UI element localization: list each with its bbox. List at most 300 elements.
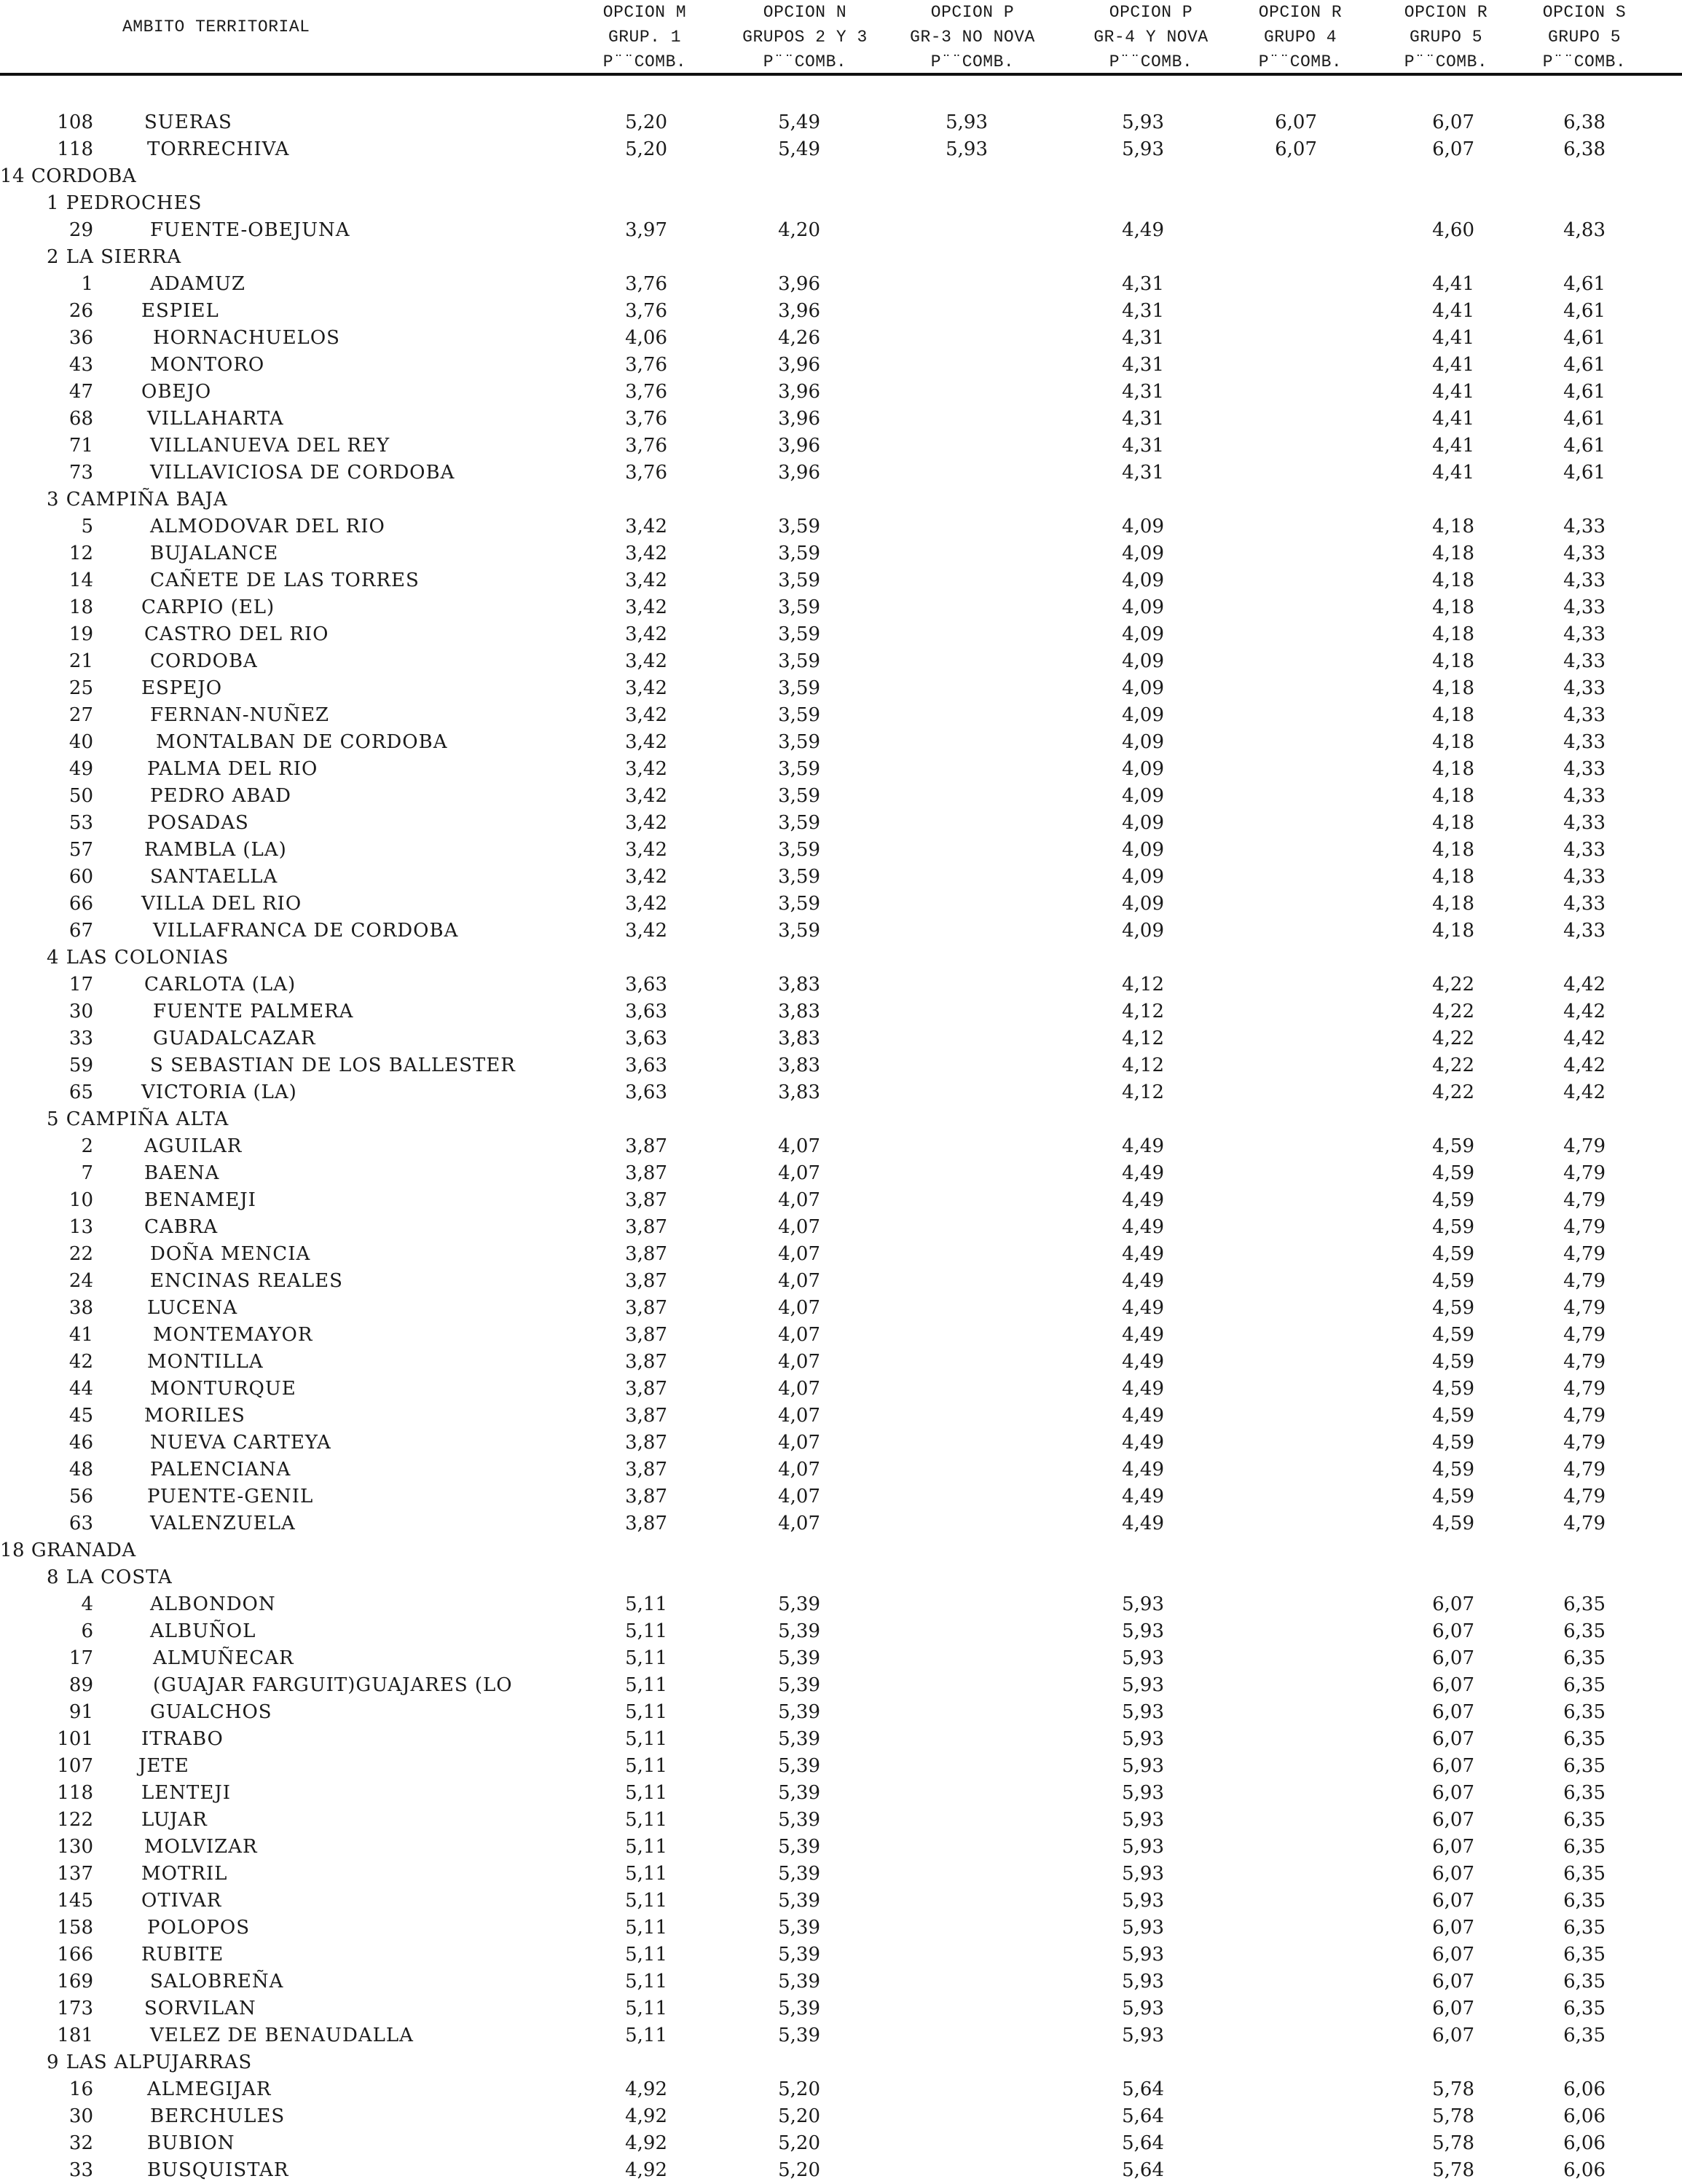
value-cell: 6,35	[1563, 1755, 1606, 1777]
value-cell: 5,64	[1122, 2159, 1164, 2181]
value-cell: 6,07	[1432, 1863, 1474, 1885]
province-row	[0, 1537, 1682, 1564]
municipality-name: SORVILAN	[144, 1998, 256, 2019]
table-row	[0, 2076, 1682, 2103]
value-cell: 3,59	[778, 569, 820, 591]
value-cell: 4,59	[1432, 1270, 1474, 1292]
municipality-code: 30	[68, 1001, 93, 1022]
value-cell: 4,18	[1432, 704, 1474, 726]
municipality-code: 30	[68, 2105, 93, 2127]
comarca-label: 2 LA SIERRA	[47, 246, 182, 268]
value-cell: 4,41	[1432, 408, 1474, 430]
municipality-name: CORDOBA	[150, 650, 258, 672]
value-cell: 4,18	[1432, 758, 1474, 780]
municipality-code: 122	[57, 1809, 93, 1831]
table-body	[0, 109, 1682, 2184]
value-cell: 5,11	[625, 1782, 667, 1804]
table-row	[0, 837, 1682, 864]
value-cell: 3,42	[625, 839, 667, 861]
value-cell: 3,42	[625, 650, 667, 672]
value-cell: 4,22	[1432, 974, 1474, 996]
value-cell: 6,07	[1432, 1701, 1474, 1723]
value-cell: 3,42	[625, 677, 667, 699]
municipality-name: OBEJO	[141, 381, 212, 403]
municipality-name: ALBONDON	[150, 1593, 276, 1615]
value-cell: 3,59	[778, 543, 820, 564]
table-row	[0, 136, 1682, 163]
value-cell: 3,96	[778, 435, 820, 457]
table-row	[0, 1591, 1682, 1618]
municipality-code: 45	[68, 1405, 93, 1427]
value-cell: 5,93	[1122, 1809, 1164, 1831]
value-cell: 5,11	[625, 1917, 667, 1939]
table-row	[0, 433, 1682, 460]
municipality-code: 169	[57, 1971, 93, 1992]
value-cell: 6,35	[1563, 1728, 1606, 1750]
municipality-name: PALMA DEL RIO	[147, 758, 318, 780]
value-cell: 4,07	[778, 1378, 820, 1400]
table-row	[0, 217, 1682, 244]
municipality-name: VILLANUEVA DEL REY	[150, 435, 390, 457]
table-row	[0, 1941, 1682, 1968]
value-cell: 4,09	[1122, 677, 1164, 699]
value-cell: 6,07	[1432, 1971, 1474, 1992]
table-row	[0, 1025, 1682, 1052]
table-row	[0, 1807, 1682, 1834]
municipality-name: S SEBASTIAN DE LOS BALLESTER	[150, 1054, 516, 1076]
value-cell: 3,63	[625, 1054, 667, 1076]
municipality-code: 26	[68, 300, 93, 322]
table-row	[0, 1672, 1682, 1699]
value-cell: 4,07	[778, 1162, 820, 1184]
header-ambito: AMBITO TERRITORIAL	[122, 17, 310, 36]
municipality-name: HORNACHUELOS	[153, 327, 340, 349]
value-cell: 5,93	[1122, 1782, 1164, 1804]
value-cell: 4,49	[1122, 1486, 1164, 1507]
value-cell: 3,59	[778, 839, 820, 861]
value-cell: 4,79	[1563, 1162, 1606, 1184]
municipality-name: PALENCIANA	[150, 1459, 291, 1481]
value-cell: 3,59	[778, 623, 820, 645]
municipality-name: PUENTE-GENIL	[147, 1486, 314, 1507]
municipality-code: 73	[68, 462, 93, 484]
value-cell: 6,07	[1432, 1944, 1474, 1966]
value-cell: 4,33	[1563, 758, 1606, 780]
value-cell: 4,33	[1563, 677, 1606, 699]
table-row	[0, 1618, 1682, 1645]
table-row	[0, 621, 1682, 648]
value-cell: 3,59	[778, 812, 820, 834]
value-cell: 4,33	[1563, 812, 1606, 834]
municipality-code: 13	[68, 1216, 93, 1238]
value-cell: 5,39	[778, 1944, 820, 1966]
value-cell: 5,64	[1122, 2132, 1164, 2154]
header-col-r-g5: OPCION R GRUPO 5 P¨¨COMB.	[1404, 3, 1488, 71]
value-cell: 3,76	[625, 354, 667, 376]
value-cell: 6,35	[1563, 1647, 1606, 1669]
value-cell: 3,87	[625, 1459, 667, 1481]
municipality-code: 33	[68, 2159, 93, 2181]
municipality-code: 89	[68, 1674, 93, 1696]
value-cell: 3,42	[625, 516, 667, 537]
municipality-name: VICTORIA (LA)	[141, 1081, 297, 1103]
value-cell: 6,35	[1563, 1998, 1606, 2019]
value-cell: 3,42	[625, 758, 667, 780]
value-cell: 3,63	[625, 1001, 667, 1022]
table-row	[0, 1214, 1682, 1241]
municipality-code: 42	[68, 1351, 93, 1373]
value-cell: 4,07	[778, 1405, 820, 1427]
value-cell: 4,61	[1563, 381, 1606, 403]
comarca-row	[0, 2049, 1682, 2076]
value-cell: 4,18	[1432, 677, 1474, 699]
value-cell: 6,07	[1432, 1728, 1474, 1750]
table-row	[0, 1133, 1682, 1160]
table-row	[0, 109, 1682, 136]
value-cell: 6,38	[1563, 138, 1606, 160]
comarca-row	[0, 190, 1682, 217]
value-cell: 5,11	[625, 1701, 667, 1723]
table-row	[0, 1376, 1682, 1403]
value-cell: 4,31	[1122, 462, 1164, 484]
value-cell: 4,79	[1563, 1378, 1606, 1400]
table-row	[0, 1160, 1682, 1187]
value-cell: 4,31	[1122, 435, 1164, 457]
value-cell: 6,06	[1563, 2132, 1606, 2154]
municipality-name: VILLAHARTA	[147, 408, 284, 430]
value-cell: 4,18	[1432, 812, 1474, 834]
value-cell: 5,11	[625, 2025, 667, 2046]
header-col-r-g4: OPCION R GRUPO 4 P¨¨COMB.	[1258, 3, 1343, 71]
value-cell: 4,49	[1122, 1378, 1164, 1400]
municipality-name: MONTILLA	[147, 1351, 264, 1373]
value-cell: 5,93	[1122, 1728, 1164, 1750]
value-cell: 4,18	[1432, 839, 1474, 861]
value-cell: 4,41	[1432, 300, 1474, 322]
value-cell: 5,20	[778, 2132, 820, 2154]
table-row	[0, 567, 1682, 594]
table-row	[0, 1780, 1682, 1807]
value-cell: 3,42	[625, 731, 667, 753]
value-cell: 4,79	[1563, 1135, 1606, 1157]
value-cell: 4,49	[1122, 1189, 1164, 1211]
table-row	[0, 1052, 1682, 1079]
table-row	[0, 1861, 1682, 1888]
value-cell: 4,07	[778, 1513, 820, 1534]
value-cell: 5,39	[778, 1890, 820, 1912]
value-cell: 5,39	[778, 1593, 820, 1615]
table-row	[0, 891, 1682, 918]
municipality-code: 21	[68, 650, 93, 672]
value-cell: 4,09	[1122, 623, 1164, 645]
value-cell: 5,11	[625, 1809, 667, 1831]
municipality-code: 12	[68, 543, 93, 564]
value-cell: 4,07	[778, 1216, 820, 1238]
value-cell: 5,78	[1432, 2078, 1474, 2100]
table-row	[0, 406, 1682, 433]
value-cell: 4,92	[625, 2132, 667, 2154]
municipality-code: 5	[81, 516, 93, 537]
value-cell: 5,39	[778, 1809, 820, 1831]
value-cell: 4,33	[1563, 920, 1606, 942]
municipality-code: 33	[68, 1028, 93, 1049]
value-cell: 4,12	[1122, 974, 1164, 996]
value-cell: 3,42	[625, 543, 667, 564]
value-cell: 6,07	[1432, 1674, 1474, 1696]
value-cell: 3,87	[625, 1297, 667, 1319]
value-cell: 4,31	[1122, 354, 1164, 376]
municipality-code: 101	[57, 1728, 93, 1750]
value-cell: 4,26	[778, 327, 820, 349]
value-cell: 4,79	[1563, 1459, 1606, 1481]
value-cell: 5,39	[778, 1647, 820, 1669]
value-cell: 3,76	[625, 381, 667, 403]
municipality-code: 118	[57, 138, 93, 160]
comarca-row	[0, 244, 1682, 271]
value-cell: 5,11	[625, 1755, 667, 1777]
table-row	[0, 675, 1682, 702]
municipality-name: AGUILAR	[144, 1135, 243, 1157]
value-cell: 5,93	[1122, 1890, 1164, 1912]
value-cell: 4,12	[1122, 1001, 1164, 1022]
value-cell: 4,33	[1563, 731, 1606, 753]
value-cell: 4,61	[1563, 408, 1606, 430]
value-cell: 3,59	[778, 758, 820, 780]
municipality-name: ESPIEL	[141, 300, 219, 322]
value-cell: 4,61	[1563, 300, 1606, 322]
value-cell: 5,20	[625, 138, 667, 160]
value-cell: 4,49	[1122, 1459, 1164, 1481]
value-cell: 5,11	[625, 1944, 667, 1966]
table-row	[0, 1456, 1682, 1483]
value-cell: 4,42	[1563, 1054, 1606, 1076]
value-cell: 3,87	[625, 1405, 667, 1427]
value-cell: 4,09	[1122, 569, 1164, 591]
municipality-code: 32	[68, 2132, 93, 2154]
value-cell: 4,09	[1122, 704, 1164, 726]
value-cell: 3,96	[778, 381, 820, 403]
value-cell: 6,07	[1432, 1836, 1474, 1858]
municipality-code: 137	[57, 1863, 93, 1885]
municipality-code: 22	[68, 1243, 93, 1265]
value-cell: 4,61	[1563, 435, 1606, 457]
table-row	[0, 1915, 1682, 1941]
value-cell: 4,07	[778, 1270, 820, 1292]
value-cell: 4,33	[1563, 866, 1606, 888]
header-col-p-gr3: OPCION P GR-3 NO NOVA P¨¨COMB.	[910, 3, 1035, 71]
value-cell: 4,12	[1122, 1081, 1164, 1103]
value-cell: 4,59	[1432, 1459, 1474, 1481]
comarca-row	[0, 945, 1682, 971]
value-cell: 4,49	[1122, 1297, 1164, 1319]
value-cell: 5,20	[778, 2078, 820, 2100]
municipality-name: VILLAFRANCA DE CORDOBA	[153, 920, 459, 942]
value-cell: 3,83	[778, 1054, 820, 1076]
municipality-code: 44	[68, 1378, 93, 1400]
value-cell: 3,59	[778, 596, 820, 618]
value-cell: 6,35	[1563, 1863, 1606, 1885]
table-row	[0, 1699, 1682, 1726]
value-cell: 5,93	[946, 111, 988, 133]
municipality-name: ENCINAS REALES	[150, 1270, 343, 1292]
municipality-name: CAÑETE DE LAS TORRES	[150, 569, 420, 591]
value-cell: 3,42	[625, 812, 667, 834]
municipality-code: 49	[68, 758, 93, 780]
value-cell: 4,07	[778, 1432, 820, 1454]
value-cell: 4,18	[1432, 596, 1474, 618]
value-cell: 3,83	[778, 1081, 820, 1103]
value-cell: 3,87	[625, 1270, 667, 1292]
value-cell: 5,93	[1122, 138, 1164, 160]
value-cell: 3,63	[625, 974, 667, 996]
value-cell: 4,31	[1122, 408, 1164, 430]
value-cell: 3,87	[625, 1135, 667, 1157]
value-cell: 3,59	[778, 677, 820, 699]
value-cell: 4,59	[1432, 1243, 1474, 1265]
value-cell: 4,59	[1432, 1297, 1474, 1319]
municipality-code: 63	[68, 1513, 93, 1534]
value-cell: 6,07	[1432, 1809, 1474, 1831]
table-row	[0, 2103, 1682, 2130]
value-cell: 4,59	[1432, 1135, 1474, 1157]
municipality-name: DOÑA MENCIA	[150, 1243, 311, 1265]
municipality-code: 25	[68, 677, 93, 699]
municipality-code: 67	[68, 920, 93, 942]
value-cell: 5,93	[1122, 111, 1164, 133]
value-cell: 5,93	[1122, 1836, 1164, 1858]
value-cell: 4,79	[1563, 1324, 1606, 1346]
value-cell: 4,12	[1122, 1054, 1164, 1076]
table-row	[0, 298, 1682, 325]
value-cell: 6,35	[1563, 1944, 1606, 1966]
value-cell: 4,59	[1432, 1351, 1474, 1373]
table-row	[0, 783, 1682, 810]
value-cell: 4,31	[1122, 273, 1164, 295]
comarca-row	[0, 1106, 1682, 1133]
table-row	[0, 379, 1682, 406]
municipality-name: VALENZUELA	[150, 1513, 296, 1534]
value-cell: 3,87	[625, 1351, 667, 1373]
value-cell: 6,35	[1563, 1971, 1606, 1992]
value-cell: 4,09	[1122, 731, 1164, 753]
municipality-code: 47	[68, 381, 93, 403]
value-cell: 4,59	[1432, 1378, 1474, 1400]
value-cell: 4,07	[778, 1351, 820, 1373]
table-row	[0, 702, 1682, 729]
value-cell: 3,76	[625, 435, 667, 457]
value-cell: 4,07	[778, 1486, 820, 1507]
value-cell: 3,42	[625, 866, 667, 888]
header-col-m: OPCION M GRUP. 1 P¨¨COMB.	[602, 3, 687, 71]
value-cell: 6,06	[1563, 2078, 1606, 2100]
municipality-name: ALMODOVAR DEL RIO	[150, 516, 385, 537]
value-cell: 5,93	[1122, 1701, 1164, 1723]
municipality-code: 158	[57, 1917, 93, 1939]
value-cell: 3,96	[778, 408, 820, 430]
value-cell: 5,64	[1122, 2078, 1164, 2100]
value-cell: 4,20	[778, 219, 820, 241]
value-cell: 4,59	[1432, 1432, 1474, 1454]
municipality-name: VILLA DEL RIO	[141, 893, 302, 915]
municipality-code: 71	[68, 435, 93, 457]
value-cell: 3,42	[625, 623, 667, 645]
value-cell: 4,41	[1432, 381, 1474, 403]
value-cell: 4,18	[1432, 650, 1474, 672]
value-cell: 4,33	[1563, 704, 1606, 726]
province-label: 14 CORDOBA	[0, 165, 137, 187]
municipality-name: CARPIO (EL)	[141, 596, 275, 618]
value-cell: 5,39	[778, 1836, 820, 1858]
value-cell: 4,09	[1122, 920, 1164, 942]
value-cell: 4,06	[625, 327, 667, 349]
table-row	[0, 271, 1682, 298]
value-cell: 3,83	[778, 1028, 820, 1049]
value-cell: 3,87	[625, 1162, 667, 1184]
value-cell: 5,78	[1432, 2132, 1474, 2154]
value-cell: 4,09	[1122, 866, 1164, 888]
value-cell: 4,59	[1432, 1405, 1474, 1427]
value-cell: 5,93	[1122, 1998, 1164, 2019]
municipality-name: VILLAVICIOSA DE CORDOBA	[150, 462, 455, 484]
value-cell: 5,93	[1122, 1593, 1164, 1615]
table-row	[0, 352, 1682, 379]
value-cell: 3,59	[778, 731, 820, 753]
value-cell: 4,22	[1432, 1081, 1474, 1103]
municipality-name: CABRA	[144, 1216, 219, 1238]
value-cell: 4,49	[1122, 1513, 1164, 1534]
value-cell: 4,49	[1122, 1216, 1164, 1238]
municipality-name: RUBITE	[141, 1944, 224, 1966]
municipality-name: FERNAN-NUÑEZ	[150, 704, 330, 726]
municipality-code: 40	[68, 731, 93, 753]
table-row	[0, 1753, 1682, 1780]
value-cell: 4,42	[1563, 1081, 1606, 1103]
value-cell: 4,61	[1563, 354, 1606, 376]
value-cell: 4,79	[1563, 1432, 1606, 1454]
municipality-name: (GUAJAR FARGUIT)GUAJARES (LO	[153, 1674, 513, 1696]
municipality-name: LUJAR	[141, 1809, 208, 1831]
municipality-name: MOLVIZAR	[144, 1836, 258, 1858]
comarca-label: 4 LAS COLONIAS	[47, 947, 229, 969]
value-cell: 4,18	[1432, 543, 1474, 564]
value-cell: 4,49	[1122, 1243, 1164, 1265]
municipality-code: 38	[68, 1297, 93, 1319]
value-cell: 4,31	[1122, 327, 1164, 349]
municipality-name: LENTEJI	[141, 1782, 232, 1804]
value-cell: 4,12	[1122, 1028, 1164, 1049]
value-cell: 4,79	[1563, 1486, 1606, 1507]
value-cell: 4,09	[1122, 758, 1164, 780]
municipality-name: LUCENA	[147, 1297, 238, 1319]
municipality-code: 4	[81, 1593, 93, 1615]
municipality-code: 29	[68, 219, 93, 241]
value-cell: 4,42	[1563, 1001, 1606, 1022]
value-cell: 6,35	[1563, 1674, 1606, 1696]
municipality-name: SANTAELLA	[150, 866, 278, 888]
table-row	[0, 971, 1682, 998]
value-cell: 5,49	[778, 138, 820, 160]
municipality-code: 60	[68, 866, 93, 888]
municipality-name: VELEZ DE BENAUDALLA	[150, 2025, 414, 2046]
municipality-code: 7	[81, 1162, 93, 1184]
value-cell: 5,93	[1122, 1944, 1164, 1966]
comarca-label: 1 PEDROCHES	[47, 192, 203, 214]
value-cell: 4,79	[1563, 1297, 1606, 1319]
value-cell: 4,09	[1122, 785, 1164, 807]
value-cell: 3,87	[625, 1513, 667, 1534]
municipality-name: BERCHULES	[150, 2105, 286, 2127]
value-cell: 5,39	[778, 1728, 820, 1750]
